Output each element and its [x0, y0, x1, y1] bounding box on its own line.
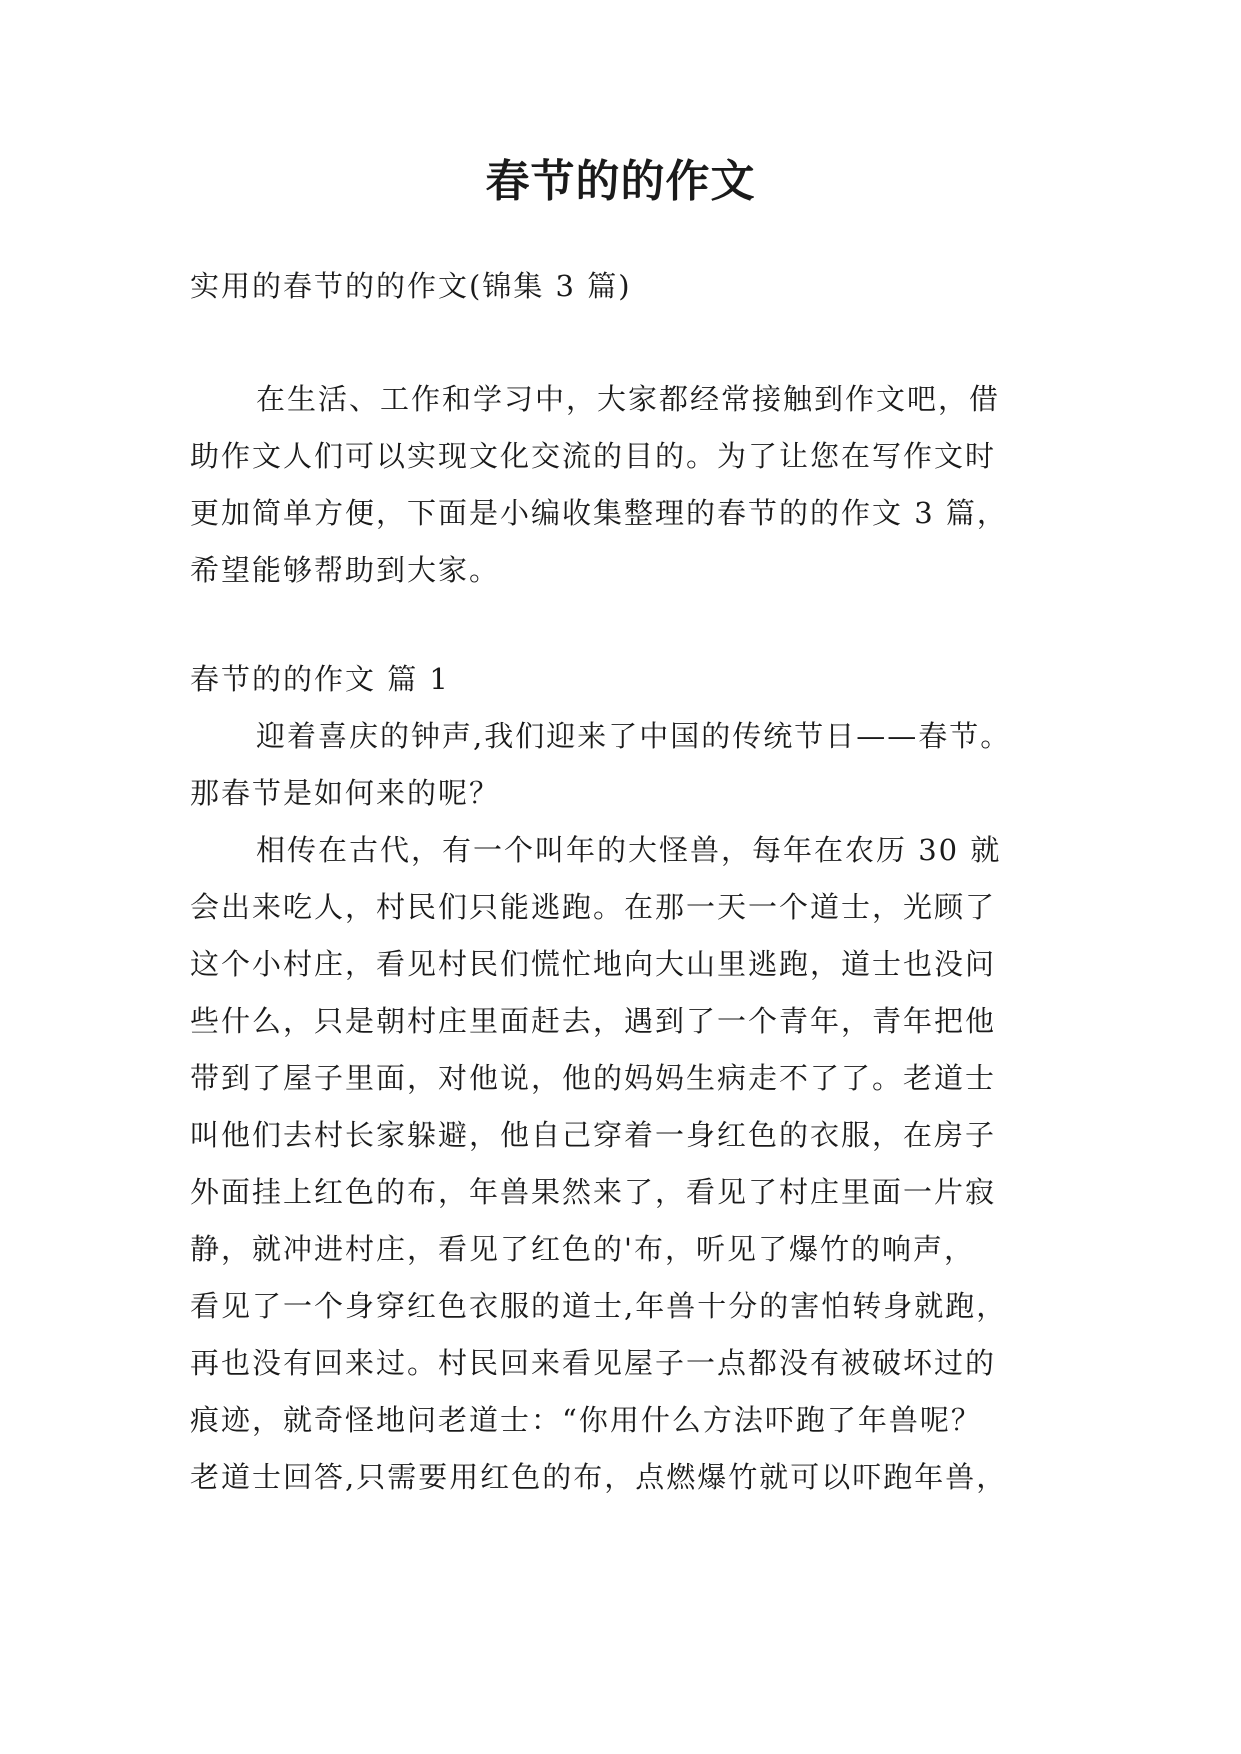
- paragraph-line: 迎着喜庆的钟声,我们迎来了中国的传统节日——春节。: [256, 719, 1012, 753]
- paragraph-line: 外面挂上红色的布，年兽果然来了，看见了村庄里面一片寂: [190, 1175, 997, 1209]
- spacer: [190, 315, 1060, 371]
- story-paragraph-1: [190, 708, 1060, 822]
- intro-line: 更加简单方便，下面是小编收集整理的春节的的作文 3 篇，: [190, 496, 1008, 530]
- section-heading: 春节的的作文 篇 1: [190, 662, 450, 696]
- intro-line: 希望能够帮助到大家。: [190, 553, 501, 587]
- paragraph-line: 带到了屋子里面，对他说，他的妈妈生病走不了了。老道士: [190, 1061, 997, 1095]
- paragraph-line: 老道士回答,只需要用红色的布，点燃爆竹就可以吓跑年兽，: [190, 1460, 1008, 1494]
- paragraph-line: 些什么，只是朝村庄里面赶去，遇到了一个青年，青年把他: [190, 1004, 997, 1038]
- paragraph-line: 那春节是如何来的呢？: [190, 776, 501, 810]
- intro-line: 在生活、工作和学习中，大家都经常接触到作文吧，借: [256, 382, 1001, 416]
- intro-line: 助作文人们可以实现文化交流的目的。为了让您在写作文时: [190, 439, 997, 473]
- document-body: [190, 258, 1060, 1506]
- spacer: [190, 599, 1060, 651]
- story-paragraph-2: [190, 822, 1060, 1506]
- paragraph-line: 再也没有回来过。村民回来看见屋子一点都没有被破坏过的: [190, 1346, 997, 1380]
- paragraph-line: 看见了一个身穿红色衣服的道士,年兽十分的害怕转身就跑，: [190, 1289, 1008, 1323]
- document-title: 春节的的作文: [485, 156, 756, 207]
- paragraph-line: 相传在古代，有一个叫年的大怪兽，每年在农历 30 就: [256, 833, 1002, 867]
- paragraph-line: 叫他们去村长家躲避，他自己穿着一身红色的衣服，在房子: [190, 1118, 997, 1152]
- intro-paragraph: [190, 371, 1060, 599]
- paragraph-line: 痕迹，就奇怪地问老道士：“你用什么方法吓跑了年兽呢？: [190, 1403, 982, 1437]
- paragraph-line: 这个小村庄，看见村民们慌忙地向大山里逃跑，道士也没问: [190, 947, 997, 981]
- paragraph-line: 静，就冲进村庄，看见了红色的'布，听见了爆竹的响声，: [190, 1232, 975, 1266]
- document-subtitle: 实用的春节的的作文(锦集 3 篇): [190, 269, 632, 303]
- paragraph-line: 会出来吃人，村民们只能逃跑。在那一天一个道士，光顾了: [190, 890, 997, 924]
